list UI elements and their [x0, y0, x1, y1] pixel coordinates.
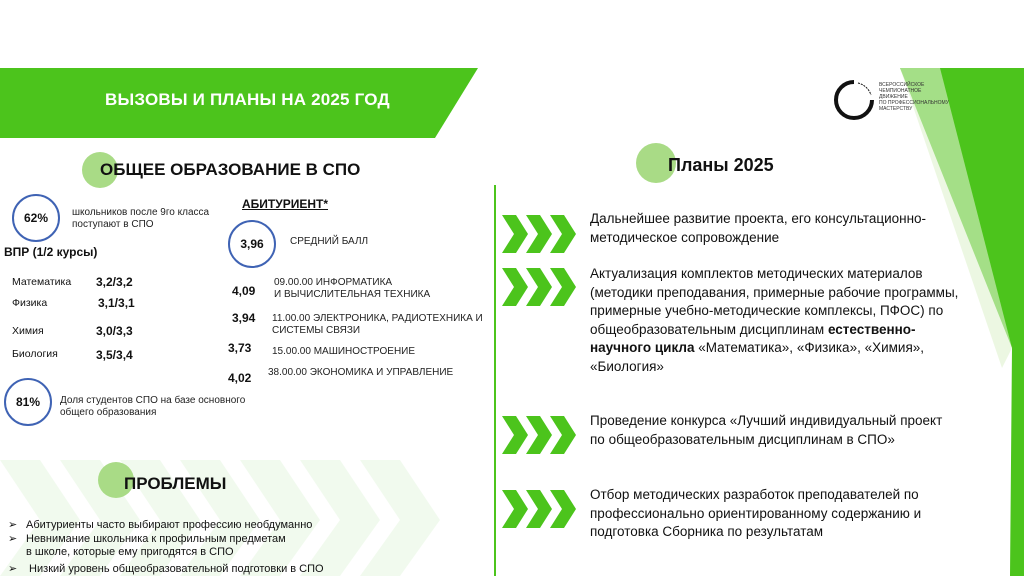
plan-item [590, 210, 960, 247]
logo-line: ПО ПРОФЕССИОНАЛЬНОМУ [879, 100, 949, 106]
plan-text: «Математика», «Физика», «Химия», «Биология» [590, 340, 925, 374]
professionaly-logo-icon [832, 78, 876, 122]
chevron-arrows-icon [500, 266, 580, 308]
chevron-arrows-icon [500, 213, 580, 255]
direction-line1: 09.00.00 ИНФОРМАТИКА [274, 277, 393, 288]
vpr-subject: Физика [12, 297, 48, 309]
problem-text: в школе, которые ему пригодятся в СПО [26, 546, 234, 558]
bullet-arrow-icon: ➢ [8, 563, 18, 575]
problem-item [8, 519, 312, 532]
logo-line: ЧЕМПИОНАТНОЕ [879, 88, 922, 94]
problem-text: Невнимание школьника к профильным предметам [26, 533, 286, 545]
problem-item [8, 533, 286, 559]
plan-text: Дальнейшее развитие проекта, его консультационно-методическое сопровождение [590, 211, 927, 245]
chevron-arrows-icon [500, 488, 580, 530]
chevron-arrows-icon [500, 414, 580, 456]
bullet-arrow-icon: ➢ [8, 533, 18, 545]
avg-score-circle: 3,96 [228, 220, 276, 268]
applicant-direction: 15.00.00 МАШИНОСТРОЕНИЕ [272, 346, 416, 357]
vpr-title: ВПР (1/2 курсы) [4, 245, 98, 259]
vpr-value: 3,2/3,2 [96, 275, 133, 289]
problem-item [8, 563, 324, 576]
stat2-text [60, 395, 245, 419]
vpr-subject: Биология [12, 348, 58, 360]
applicant-title: АБИТУРИЕНТ* [242, 197, 329, 211]
plan-text-bold: естественно-научного цикла [590, 321, 916, 355]
stat-circle-81: 81% [4, 378, 52, 426]
plan-text: Проведение конкурса «Лучший индивидуальный проект по общеобразовательным дисциплинам в СПО» [590, 413, 943, 447]
avg-score-label: СРЕДНИЙ БАЛЛ [290, 236, 369, 247]
plan-item [590, 486, 960, 542]
problem-text: Низкий уровень общеобразовательной подготовки в СПО [26, 563, 324, 575]
applicant-value: 4,09 [232, 284, 256, 298]
vpr-subject: Химия [12, 325, 44, 337]
bullet-arrow-icon: ➢ [8, 519, 18, 531]
direction-line2: И ВЫЧИСЛИТЕЛЬНАЯ ТЕХНИКА [274, 289, 431, 300]
applicant-direction [272, 313, 483, 337]
plan-text: Отбор методических разработок преподавателей по профессионально ориентированному содержанию и подготовка Сборника по результатам [590, 487, 922, 539]
plan-item [590, 265, 960, 376]
section-heading-problems: ПРОБЛЕМЫ [124, 474, 227, 493]
vpr-value: 3,0/3,3 [96, 324, 133, 338]
plan-item [590, 412, 960, 449]
direction-line2: СИСТЕМЫ СВЯЗИ [272, 325, 361, 336]
applicant-direction [274, 277, 430, 301]
logo-line: ВСЕРОССИЙСКОЕ [879, 82, 925, 88]
logo-line: ДВИЖЕНИЕ [879, 94, 908, 100]
applicant-value: 3,73 [228, 341, 252, 355]
stat1-line2: поступают в СПО [72, 219, 154, 230]
stat2-line1: Доля студентов СПО на базе основного [60, 395, 246, 406]
direction-line1: 11.00.00 ЭЛЕКТРОНИКА, РАДИОТЕХНИКА И [272, 313, 483, 324]
applicant-value: 4,02 [228, 371, 252, 385]
vpr-value: 3,1/3,1 [98, 296, 135, 310]
logo-line: МАСТЕРСТВУ [879, 106, 913, 112]
vpr-value: 3,5/3,4 [96, 348, 133, 362]
stat-circle-62: 62% [12, 194, 60, 242]
section-heading-general-education: ОБЩЕЕ ОБРАЗОВАНИЕ В СПО [100, 160, 361, 179]
plan-text: Актуализация комплектов методических материалов (методики преподавания, примерные рабочие программы, примерные учебно-методические комплексы, ПФОС) по общеобразовательным дисциплинам [590, 266, 959, 337]
vpr-subject: Математика [12, 276, 72, 288]
page-title: ВЫЗОВЫ И ПЛАНЫ НА 2025 ГОД [105, 90, 390, 109]
applicant-value: 3,94 [232, 311, 256, 325]
stat2-line2: общего образования [60, 407, 157, 418]
logo-text [879, 82, 969, 112]
stat1-text [72, 207, 209, 231]
stat1-line1: школьников после 9го класса [72, 207, 210, 218]
section-heading-plans: Планы 2025 [668, 155, 774, 175]
applicant-direction: 38.00.00 ЭКОНОМИКА И УПРАВЛЕНИЕ [268, 367, 454, 378]
column-divider [494, 185, 496, 576]
problem-text: Абитуриенты часто выбирают профессию необдуманно [26, 519, 313, 531]
